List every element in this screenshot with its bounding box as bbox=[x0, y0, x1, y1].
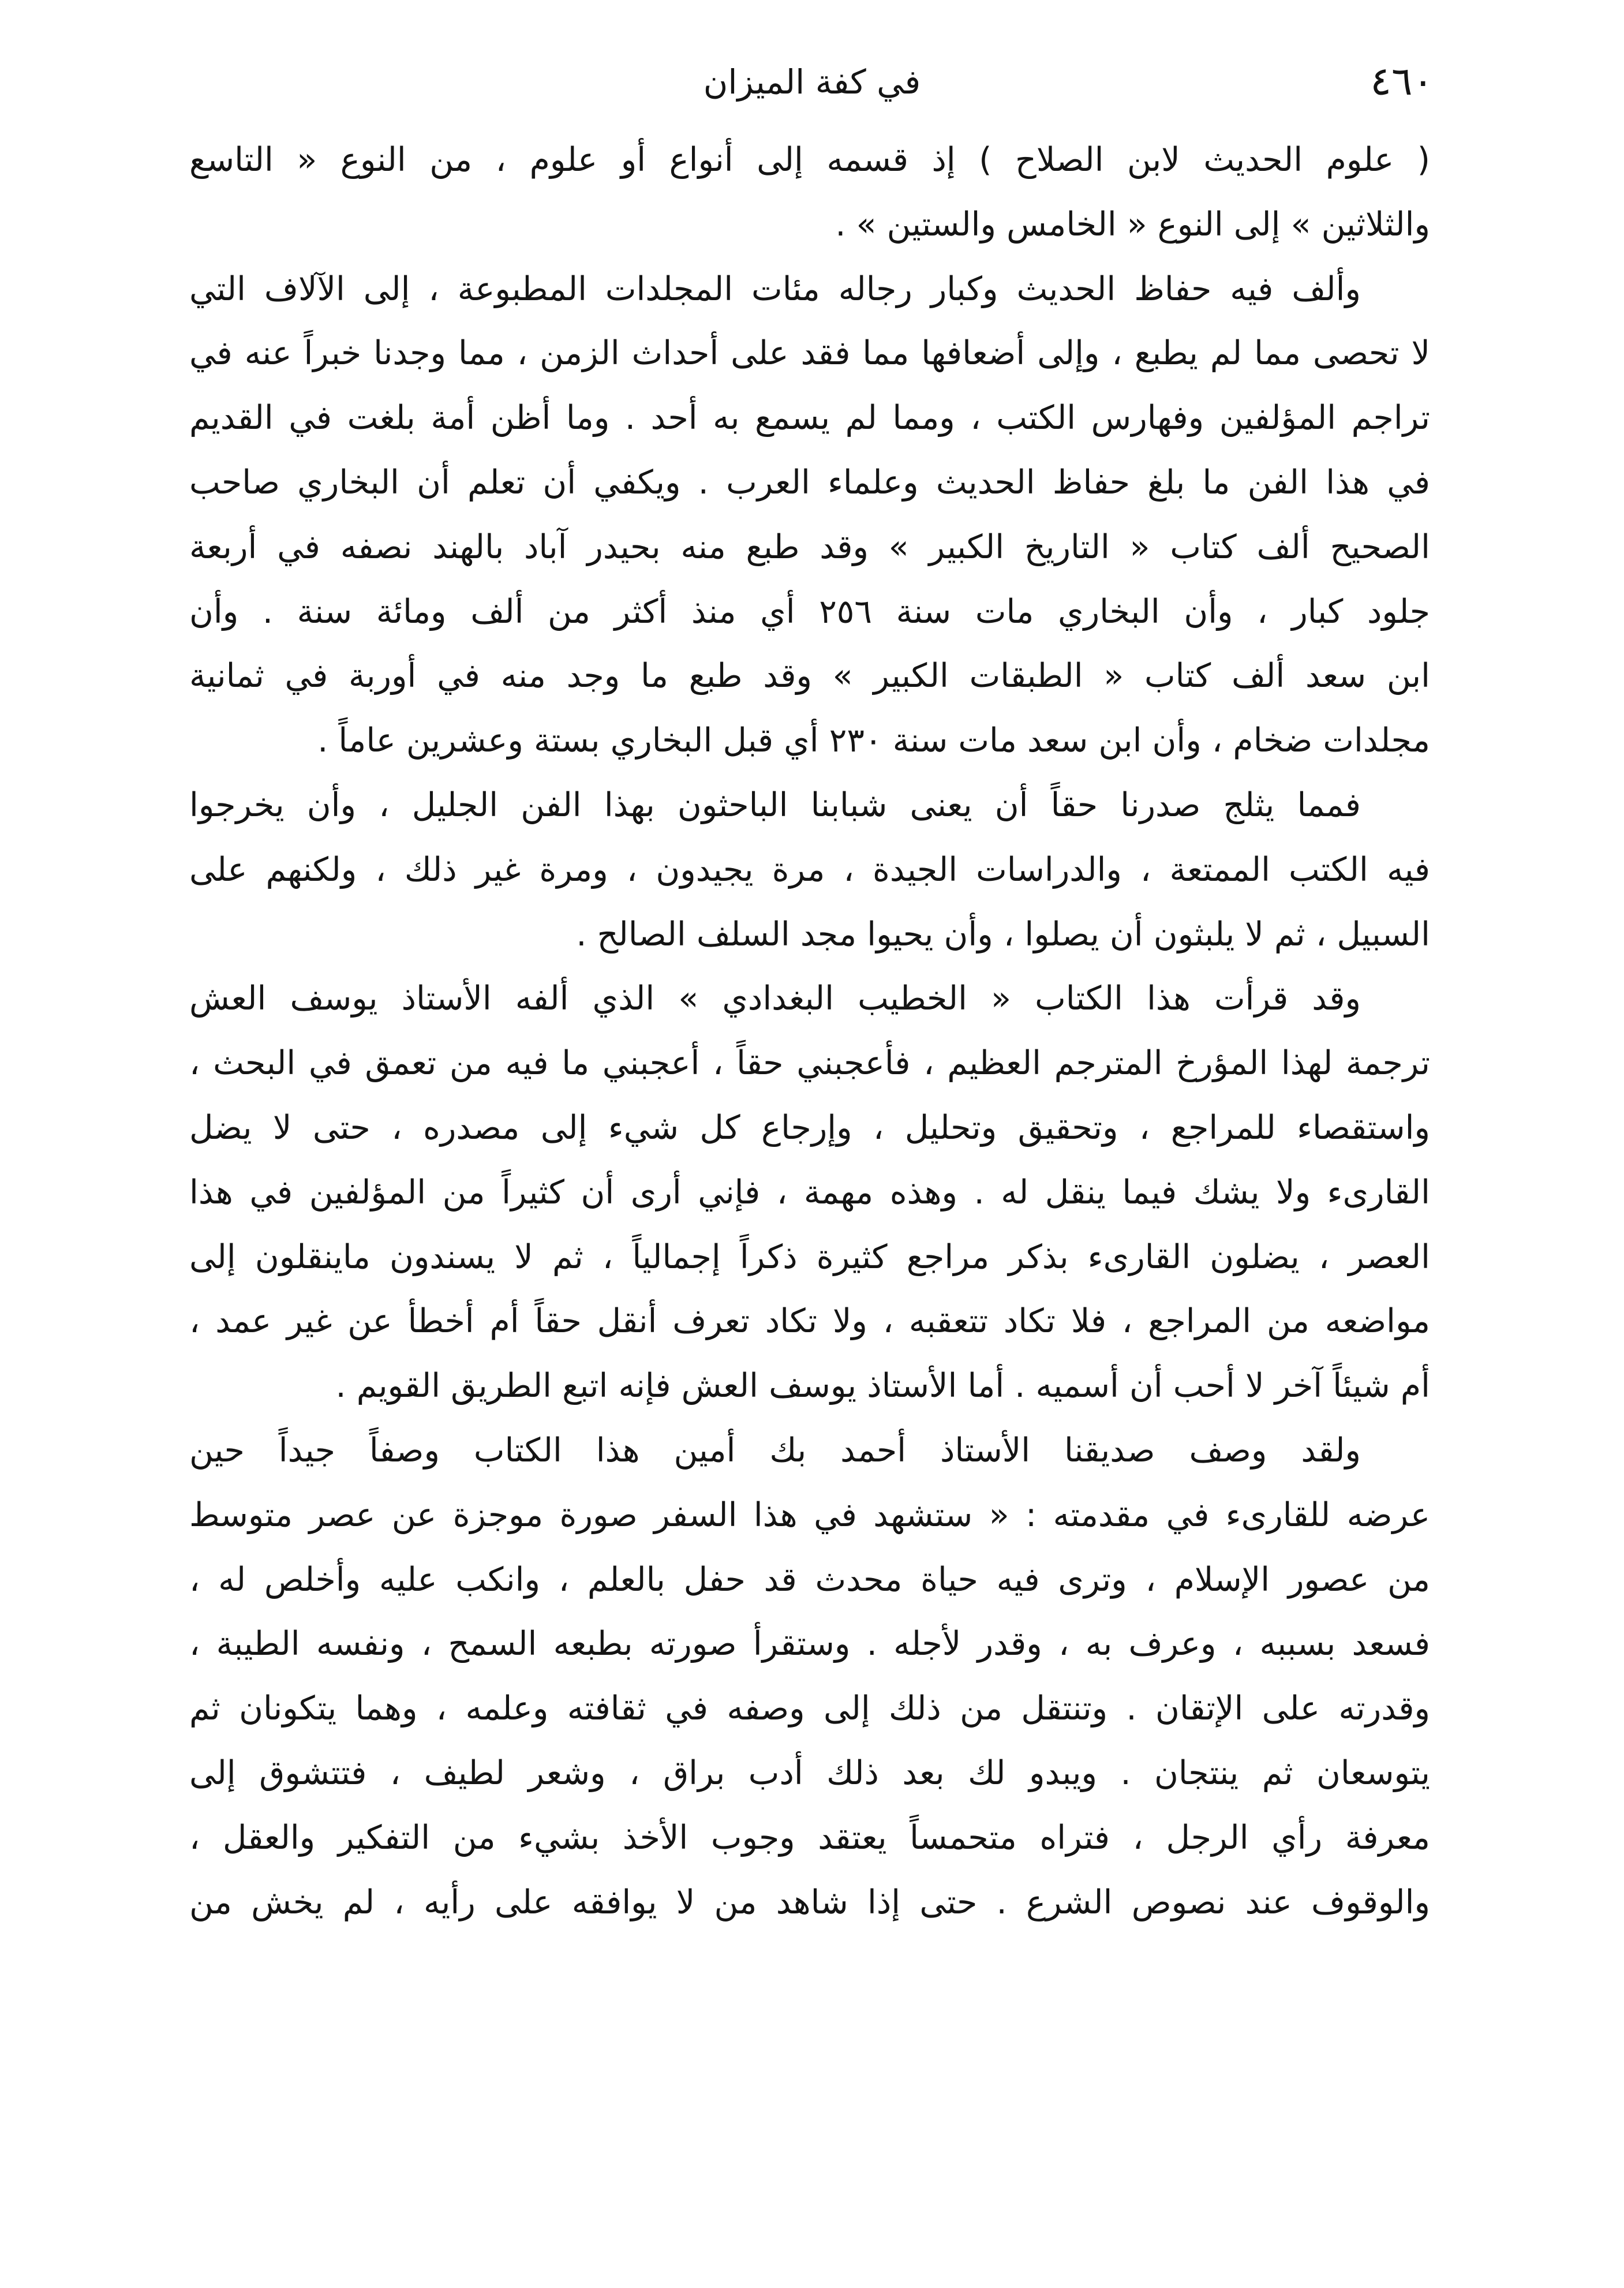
text-line: من عصور الإسلام ، وترى فيه حياة محدث قد حفل بالعلم ، وانكب عليه وأخلص له ، bbox=[189, 1560, 1430, 1599]
text-line: تراجم المؤلفين وفهارس الكتب ، ومما لم يسمع به أحد . وما أظن أمة بلغت في القديم bbox=[189, 399, 1430, 438]
text-line: فيه الكتب الممتعة ، والدراسات الجيدة ، مرة يجيدون ، ومرة غير ذلك ، ولكنهم على bbox=[189, 850, 1430, 889]
text-line: لا تحصى مما لم يطبع ، وإلى أضعافها مما فقد على أحداث الزمن ، مما وجدنا خبراً عنه في bbox=[189, 334, 1430, 373]
text-line: معرفة رأي الرجل ، فتراه متحمساً يعتقد وجوب الأخذ بشيء من التفكير والعقل ، bbox=[189, 1818, 1430, 1857]
text-line: السبيل ، ثم لا يلبثون أن يصلوا ، وأن يحيوا مجد السلف الصالح . bbox=[576, 915, 1430, 954]
text-line: فمما يثلج صدرنا حقاً أن يعنى شبابنا الباحثون بهذا الفن الجليل ، وأن يخرجوا bbox=[189, 786, 1361, 824]
text-line: عرضه للقارىء في مقدمته : « ستشهد في هذا السفر صورة موجزة عن عصر متوسط bbox=[189, 1496, 1430, 1534]
text-line: الصحيح ألف كتاب « التاريخ الكبير » وقد طبع منه بحيدر آباد بالهند نصفه في أربعة bbox=[189, 528, 1430, 566]
text-line: يتوسعان ثم ينتجان . ويبدو لك بعد ذلك أدب براق ، وشعر لطيف ، فتتشوق إلى bbox=[189, 1754, 1430, 1792]
text-line: ولقد وصف صديقنا الأستاذ أحمد بك أمين هذا الكتاب وصفاً جيداً حين bbox=[189, 1431, 1361, 1470]
text-line: وألف فيه حفاظ الحديث وكبار رجاله مئات المجلدات المطبوعة ، إلى الآلاف التي bbox=[189, 270, 1361, 308]
text-line: أم شيئاً آخر لا أحب أن أسميه . أما الأستاذ يوسف العش فإنه اتبع الطريق القويم . bbox=[335, 1367, 1430, 1405]
text-line: العصر ، يضلون القارىء بذكر مراجع كثيرة ذكراً إجمالياً ، ثم لا يسندون ماينقلون إلى bbox=[189, 1238, 1430, 1276]
page-number: ٤٦٠ bbox=[1370, 59, 1434, 104]
text-line: وقدرته على الإتقان . وتنتقل من ذلك إلى وصفه في ثقافته وعلمه ، وهما يتكونان ثم bbox=[189, 1689, 1430, 1728]
text-line: جلود كبار ، وأن البخاري مات سنة ٢٥٦ أي منذ أكثر من ألف ومائة سنة . وأن bbox=[189, 592, 1430, 631]
text-line: والثلاثين » إلى النوع « الخامس والستين » . bbox=[835, 205, 1430, 244]
text-line: ترجمة لهذا المؤرخ المترجم العظيم ، فأعجبني حقاً ، أعجبني ما فيه من تعمق في البحث ، bbox=[189, 1044, 1430, 1083]
text-line: في هذا الفن ما بلغ حفاظ الحديث وعلماء العرب . ويكفي أن تعلم أن البخاري صاحب bbox=[189, 463, 1430, 502]
text-line: مواضعه من المراجع ، فلا تكاد تتعقبه ، ولا تكاد تعرف أنقل حقاً أم أخطأ عن غير عمد ، bbox=[189, 1302, 1430, 1341]
running-title: في كفة الميزان bbox=[703, 62, 921, 102]
text-line: القارىء ولا يشك فيما ينقل له . وهذه مهمة ، فإني أرى أن كثيراً من المؤلفين في هذا bbox=[189, 1173, 1430, 1212]
text-line: فسعد بسببه ، وعرف به ، وقدر لأجله . وستقرأ صورته بطبعه السمح ، ونفسه الطيبة ، bbox=[189, 1625, 1430, 1663]
body-text bbox=[189, 128, 1430, 1935]
text-line: ابن سعد ألف كتاب « الطبقات الكبير » وقد طبع ما وجد منه في أوربة في ثمانية bbox=[189, 657, 1430, 696]
text-line: ( علوم الحديث لابن الصلاح ) إذ قسمه إلى أنواع أو علوم ، من النوع « التاسع bbox=[189, 141, 1430, 179]
text-line: والوقوف عند نصوص الشرع . حتى إذا شاهد من لا يوافقه على رأيه ، لم يخش من bbox=[189, 1883, 1430, 1921]
text-line: وقد قرأت هذا الكتاب « الخطيب البغدادي » الذي ألفه الأستاذ يوسف العش bbox=[189, 979, 1361, 1018]
text-line: واستقصاء للمراجع ، وتحقيق وتحليل ، وإرجاع كل شيء إلى مصدره ، حتى لا يضل bbox=[189, 1108, 1430, 1147]
running-head bbox=[190, 53, 1434, 111]
text-line: مجلدات ضخام ، وأن ابن سعد مات سنة ٢٣٠ أي قبل البخاري بستة وعشرين عاماً . bbox=[317, 721, 1430, 760]
